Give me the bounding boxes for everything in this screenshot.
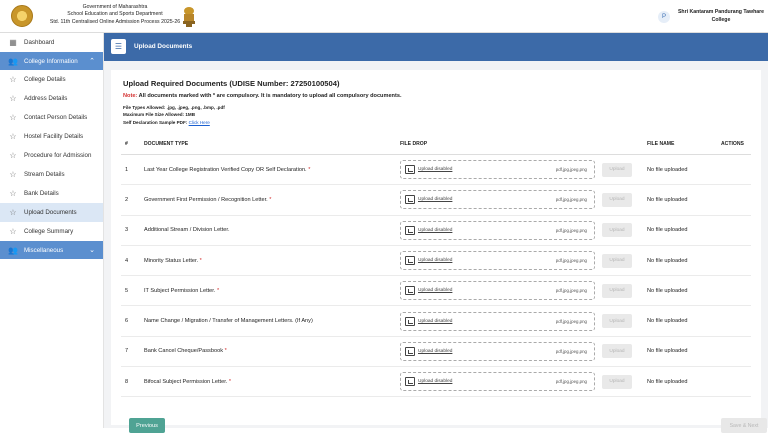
file-drop-zone[interactable] [400,160,595,179]
allowed-types: pdf,jpg,jpeg,png [555,227,587,233]
allowed-types: pdf,jpg,jpeg,png [555,197,587,203]
required-marker: * [269,196,272,203]
star-icon: ☆ [9,151,17,160]
save-next-button[interactable]: Save & Next [721,418,767,433]
document-type [144,379,400,385]
document-type [144,197,400,203]
document-type [144,258,400,264]
row-number: 5 [125,287,129,294]
allowed-types: pdf,jpg,jpeg,png [555,379,587,385]
file-drop-zone[interactable] [400,372,595,391]
page-title: Upload Documents [134,43,193,50]
file-drop-cell [400,312,647,331]
file-types-allowed: File Types Allowed: .jpg, .jpeg, .png, .bmp, .pdf [123,105,225,110]
star-icon: ☆ [9,75,17,84]
required-marker: * [308,166,311,173]
required-marker: * [228,378,232,385]
table-row [121,367,751,397]
sidebar-item-label: Procedure for Admission [24,152,92,159]
header-line-2: School Education and Sports Department [67,11,163,18]
document-label: Bank Cancel Cheque/Passbook [144,348,223,355]
upload-image-icon [405,226,415,235]
sidebar-item-bank-details[interactable] [0,184,103,203]
document-label: Last Year College Registration Verified Copy OR Self Declaration. [144,166,307,173]
chevron-down-icon: ⌄ [89,247,95,254]
upload-image-icon [405,195,415,204]
star-icon: ☆ [9,132,17,141]
file-drop-zone[interactable] [400,221,595,240]
sidebar-item-college-summary[interactable] [0,222,103,241]
upload-button[interactable]: Upload [602,344,632,358]
upload-disabled-label: Upload disabled [418,258,453,264]
file-name: No file uploaded [647,348,688,355]
table-row [121,155,751,185]
documents-table [121,134,751,397]
upload-disabled-label: Upload disabled [418,379,453,385]
table-row [121,306,751,336]
file-drop-zone[interactable] [400,342,595,361]
file-name: No file uploaded [647,257,688,264]
sample-label: Self Declaration Sample PDF: [123,119,189,125]
upload-button[interactable]: Upload [602,254,632,268]
file-drop-zone[interactable] [400,190,595,209]
upload-button[interactable]: Upload [602,314,632,328]
sidebar-item-label: Contact Person Details [24,114,88,121]
grid-icon: ▦ [9,38,17,47]
table-row [121,246,751,276]
document-type [144,288,400,294]
chevron-up-icon: ⌃ [89,58,95,65]
upload-button[interactable]: Upload [602,223,632,237]
required-marker: * [216,287,220,294]
upload-image-icon [405,317,415,326]
sidebar-item-label: College Summary [24,228,74,235]
upload-image-icon [405,347,415,356]
table-row [121,337,751,367]
sidebar-item-label: Hostel Facility Details [24,133,84,140]
sidebar-item-upload-documents[interactable] [0,203,103,222]
star-icon: ☆ [9,94,17,103]
row-number: 6 [125,318,129,325]
file-drop-zone[interactable] [400,281,595,300]
document-label: Additional Stream / Division Letter. [144,227,230,234]
sidebar [0,33,104,428]
star-icon: ☆ [9,208,17,217]
document-label: Name Change / Migration / Transfer of Management Letters. (If Any) [144,318,313,325]
allowed-types: pdf,jpg,jpeg,png [555,167,587,173]
sidebar-item-dashboard[interactable] [0,33,103,52]
table-row [121,185,751,215]
document-type [144,318,400,324]
main-content [104,61,768,428]
file-name: No file uploaded [647,378,688,385]
sidebar-item-label: Upload Documents [24,209,77,216]
sidebar-item-label: Dashboard [24,39,55,46]
sample-pdf-link[interactable]: Click Here [188,119,210,125]
allowed-types: pdf,jpg,jpeg,png [555,288,587,294]
upload-heading: Upload Required Documents (UDISE Number: 27250100504) [123,79,340,88]
app-header [0,0,768,33]
sidebar-item-label: Stream Details [24,171,65,178]
col-number: # [125,141,128,147]
file-drop-cell [400,281,647,300]
upload-image-icon [405,165,415,174]
note-text: All documents marked with * are compulsory. It is mandatory to upload all compulsory documents. [137,93,402,99]
avatar: P [658,11,670,23]
sidebar-item-stream-details[interactable] [0,165,103,184]
sidebar-group-college-information[interactable] [0,52,103,70]
star-icon: ☆ [9,227,17,236]
document-label: IT Subject Permission Letter. [144,287,216,294]
sidebar-item-label: Address Details [24,95,68,102]
upload-disabled-label: Upload disabled [418,167,453,173]
document-label: Government First Permission / Recognition Letter. [144,196,268,203]
sample-pdf-line [123,119,225,126]
document-label: Minority Status Letter. [144,257,199,264]
max-file-size: Maximum File Size Allowed: 1MB [123,112,196,118]
file-name: No file uploaded [647,196,688,203]
upload-disabled-label: Upload disabled [418,348,453,354]
table-row [121,216,751,246]
row-number: 4 [125,257,129,264]
table-header [121,134,751,155]
header-title-block [40,4,190,26]
file-name: No file uploaded [647,318,688,325]
document-type [144,227,400,233]
sidebar-group-miscellaneous[interactable] [0,241,103,259]
file-name: No file uploaded [647,227,688,234]
college-name: Shri Kantaram Pandurang Tawhare College [677,9,765,23]
star-icon: ☆ [9,170,17,179]
file-name: No file uploaded [647,287,688,294]
file-drop-cell [400,160,647,179]
file-rules [123,104,225,126]
upload-image-icon [405,377,415,386]
table-row [121,276,751,306]
row-number: 8 [125,378,129,385]
upload-disabled-label: Upload disabled [418,288,453,294]
previous-button[interactable]: Previous [129,418,165,433]
sidebar-item-label: College Details [24,76,66,83]
sidebar-item-label: College Information [24,57,78,65]
allowed-types: pdf,jpg,jpeg,png [555,318,587,324]
sidebar-item-label: Miscellaneous [24,246,64,254]
col-actions: ACTIONS [721,141,744,147]
compulsory-note [123,93,402,99]
file-drop-cell [400,372,647,391]
document-type [144,348,400,354]
allowed-types: pdf,jpg,jpeg,png [555,348,587,354]
sidebar-item-label: Bank Details [24,190,59,197]
upload-image-icon [405,286,415,295]
upload-button[interactable]: Upload [602,193,632,207]
row-number: 3 [125,227,129,234]
upload-disabled-label: Upload disabled [418,197,453,203]
document-label: Bifocal Subject Permission Letter. [144,378,228,385]
header-line-3: Std. 11th Centralised Online Admission Process 2025-26 [49,18,181,25]
col-document-type: DOCUMENT TYPE [144,141,189,147]
header-line-1: Government of Maharashtra [82,4,148,10]
menu-toggle-button[interactable]: ☰ [111,39,126,54]
star-icon: ☆ [9,189,17,198]
file-drop-cell [400,251,647,270]
file-drop-zone[interactable] [400,251,595,270]
state-logo [11,5,33,27]
file-name: No file uploaded [647,166,688,173]
upload-image-icon [405,256,415,265]
upload-card [111,70,761,429]
row-number: 2 [125,196,129,203]
page-topbar [104,33,768,61]
file-drop-cell [400,190,647,209]
allowed-types: pdf,jpg,jpeg,png [555,258,587,264]
col-file-name: FILE NAME [647,141,675,147]
sidebar-item-address-details[interactable] [0,89,103,108]
users-icon: 👥 [8,56,18,66]
upload-button[interactable]: Upload [602,163,632,177]
required-marker: * [224,348,227,355]
required-marker: * [199,257,202,264]
row-number: 1 [125,166,129,173]
upload-disabled-label: Upload disabled [418,318,453,324]
note-prefix: Note: [123,93,138,99]
row-number: 7 [125,348,129,355]
sidebar-item-procedure-for-admission[interactable] [0,146,103,165]
upload-button[interactable]: Upload [602,284,632,298]
table-body [121,155,751,397]
sidebar-item-contact-person-details[interactable] [0,108,103,127]
star-icon: ☆ [9,113,17,122]
user-profile[interactable] [658,8,768,28]
file-drop-cell [400,342,647,361]
file-drop-zone[interactable] [400,312,595,331]
users-icon: 👥 [8,245,18,255]
sidebar-item-hostel-facility-details[interactable] [0,127,103,146]
col-file-drop: FILE DROP [400,141,428,147]
file-drop-cell [400,221,647,240]
upload-button[interactable]: Upload [602,375,632,389]
upload-disabled-label: Upload disabled [418,227,453,233]
national-emblem-icon [180,5,198,28]
sidebar-item-college-details[interactable] [0,70,103,89]
document-type [144,167,400,173]
